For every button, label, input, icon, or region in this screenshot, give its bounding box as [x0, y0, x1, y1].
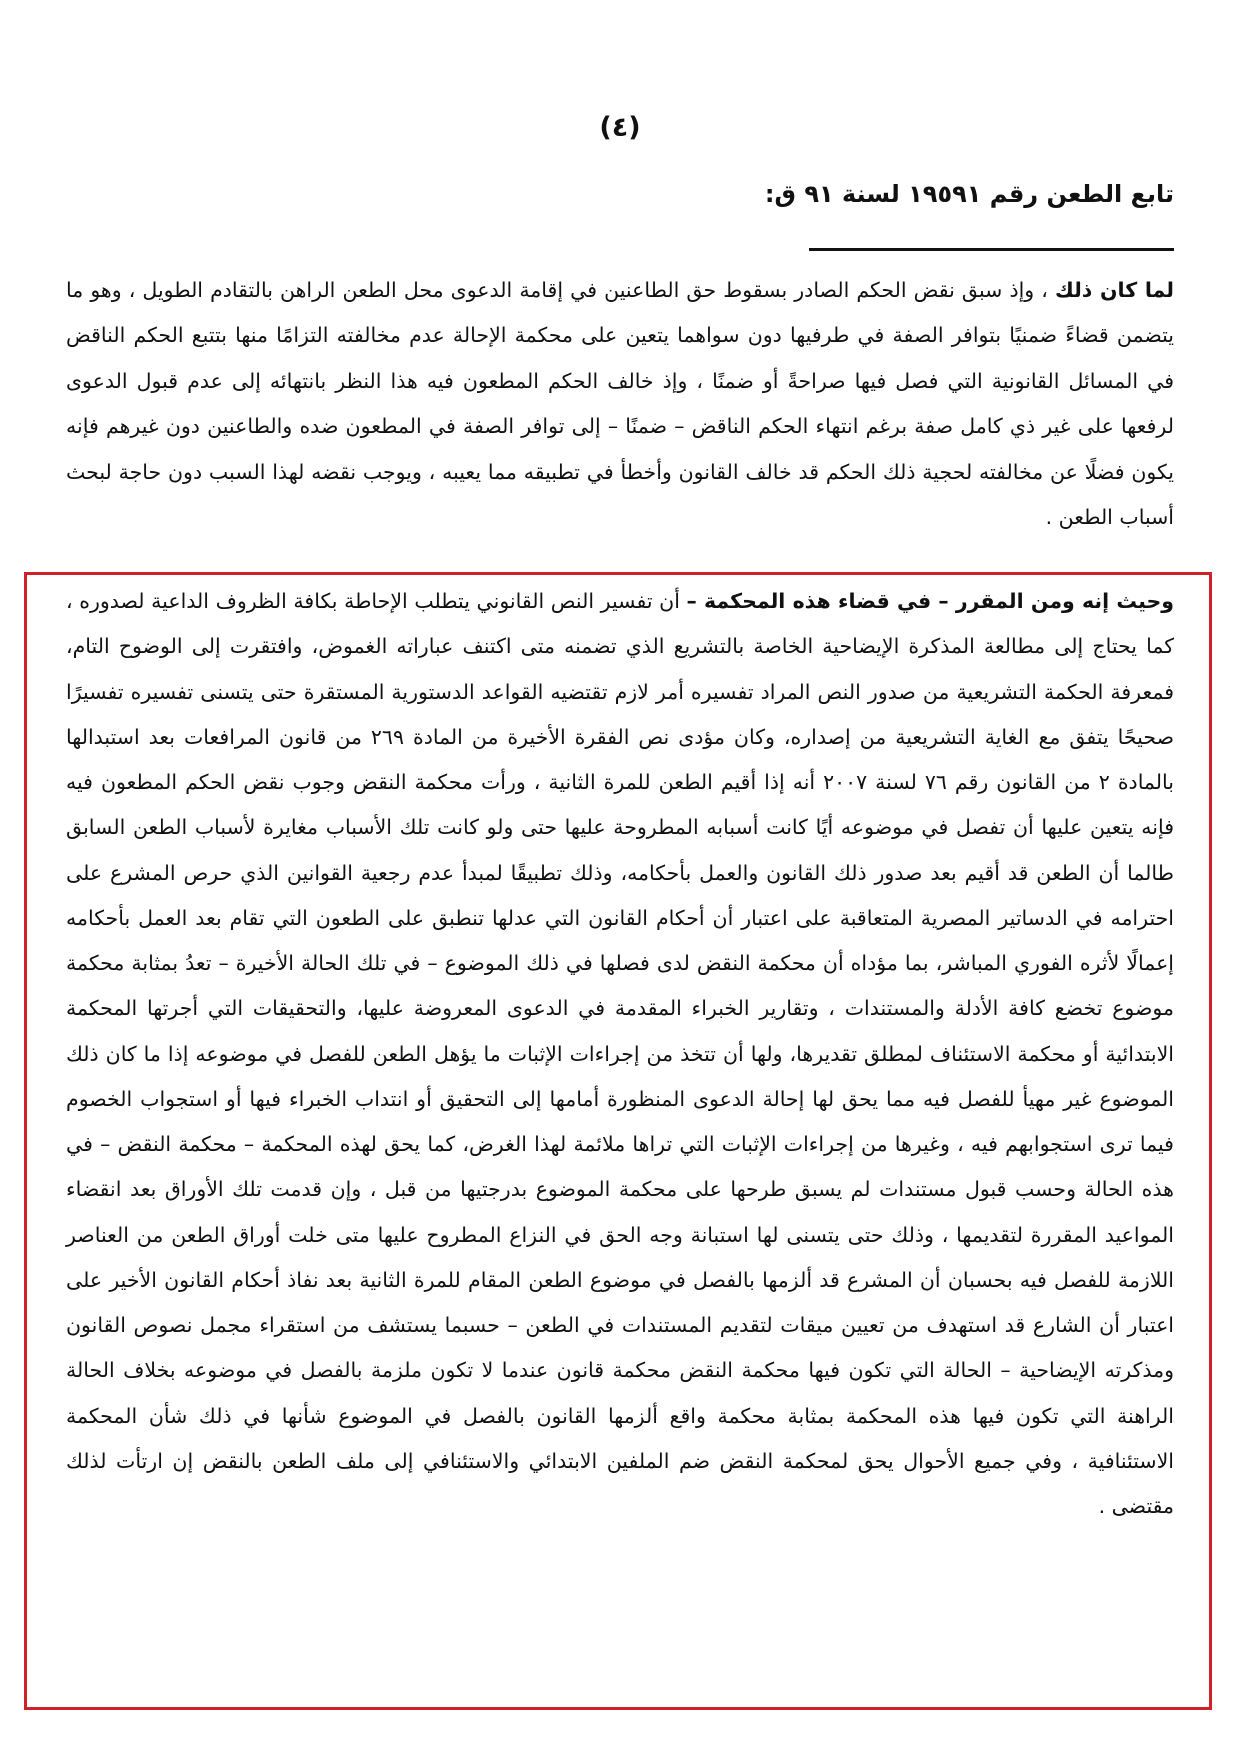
paragraph-reasoning [66, 579, 1174, 1707]
paragraph-reasoning-body: أن تفسير النص القانوني يتطلب الإحاطة بكافة الظروف الداعية لصدوره ، كما يحتاج إلى مطالعة المذكرة الإيضاحية الخاصة بالتشريع الذي تضمنه متى اكتنف عباراته الغموض، وافتقرت إلى الوضوح التام، فمعرفة الحكمة التشريعية من صدور النص المراد تفسيره أمر لازم تقتضيه القواعد الدستورية المستقرة حتى يتسنى تفسيره تفسيرًا صحيحًا يتفق مع الغاية التشريعية من إصداره، وكان مؤدى نص الفقرة الأخيرة من المادة ٢٦٩ من قانون المرافعات بعد استبدالها بالمادة ٢ من القانون رقم ٧٦ لسنة ٢٠٠٧ أنه إذا أقيم الطعن للمرة الثانية ، ورأت محكمة النقض وجوب نقض الحكم المطعون فيه فإنه يتعين عليها أن تفصل في موضوعه أيًا كانت أسبابه المطروحة عليها حتى ولو كانت تلك الأسباب مغايرة لأسباب الطعن السابق طالما أن الطعن قد أقيم بعد صدور ذلك القانون والعمل بأحكامه، وذلك تطبيقًا لمبدأ عدم رجعية القوانين الذي حرص المشرع على احترامه في الدساتير المصرية المتعاقبة على اعتبار أن أحكام القانون التي عدلها تنطبق على الطعون التي تقام بعد العمل بأحكامه إعمالًا لأثره الفوري المباشر، بما مؤداه أن محكمة النقض لدى فصلها في ذلك الموضوع – في تلك الحالة الأخيرة – تعدُ بمثابة محكمة موضوع تخضع كافة الأدلة والمستندات ، وتقارير الخبراء المقدمة في الدعوى المعروضة عليها، والتحقيقات التي أجرتها المحكمة الابتدائية أو محكمة الاستئناف لمطلق تقديرها، ولها أن تتخذ من إجراءات الإثبات ما يؤهل الطعن للفصل في موضوعه إذا ما كان ذلك الموضوع غير مهيأ للفصل فيه مما يحق لها إحالة الدعوى المنظورة أمامها إلى التحقيق أو انتداب الخبراء فيها أو استجواب الخصوم فيما ترى استجوابهم فيه ، وغيرها من إجراءات الإثبات التي تراها ملائمة لهذا الغرض، كما يحق لهذه المحكمة – محكمة النقض – في هذه الحالة وحسب قبول مستندات لم يسبق طرحها على محكمة الموضوع بدرجتيها من قبل ، وإن قدمت تلك الأوراق بعد انقضاء المواعيد المقررة لتقديمها ، وذلك حتى يتسنى لها استبانة وجه الحق في النزاع المطروح عليها متى خلت أوراق الطعن من العناصر اللازمة للفصل فيه بحسبان أن المشرع قد ألزمها بالفصل في موضوع الطعن المقام للمرة الثانية بعد نفاذ أحكام القانون الأخير على اعتبار أن الشارع قد استهدف من تعيين ميقات لتقديم المستندات في الطعن – حسبما يستشف من استقراء مجمل نصوص القانون ومذكرته الإيضاحية – الحالة التي تكون فيها محكمة النقض محكمة قانون عندما لا تكون ملزمة بالفصل في موضوعه بخلاف الحالة الراهنة التي تكون فيها هذه المحكمة بمثابة محكمة واقع ألزمها القانون بالفصل في الموضوع شأنها في ذلك شأن المحكمة الاستئنافية ، وفي جميع الأحوال يحق لمحكمة النقض ضم الملفين الابتدائي والاستئنافي إلى ملف الطعن بالنقض إن ارتأت لذلك مقتضى . [66, 589, 1174, 1518]
page-number: (٤) [599, 112, 641, 143]
paragraph-ruling-body: ، وإذ سبق نقض الحكم الصادر بسقوط حق الطاعنين في إقامة الدعوى محل الطعن الراهن بالتقادم الطويل ، وهو ما يتضمن قضاءً ضمنيًا بتوافر الصفة في طرفيها دون سواهما يتعين على محكمة الإحالة عدم مخالفته التزامًا منها بتتبع الحكم الناقض في المسائل القانونية التي فصل فيها صراحةً أو ضمنًا ، وإذ خالف الحكم المطعون فيه هذا النظر بانتهائه إلى عدم قبول الدعوى لرفعها على غير ذي كامل صفة برغم انتهاء الحكم الناقض – ضمنًا – إلى توافر الصفة في المطعون ضده والطاعنين دون غيرهم فإنه يكون فضلًا عن مخالفته لحجية ذلك الحكم قد خالف القانون وأخطأ في تطبيقه مما يعيبه ، ويوجب نقضه لهذا السبب دون حاجة لبحث أسباب الطعن . [66, 278, 1174, 530]
paragraph-reasoning-lead: وحيث إنه ومن المقرر – في قضاء هذه المحكمة – [686, 589, 1174, 613]
case-header: تابع الطعن رقم ١٩٥٩١ لسنة ٩١ ق: [764, 180, 1174, 208]
paragraph-ruling-lead: لما كان ذلك [1055, 278, 1174, 302]
paragraph-ruling [66, 268, 1174, 558]
header-underline [809, 248, 1174, 251]
